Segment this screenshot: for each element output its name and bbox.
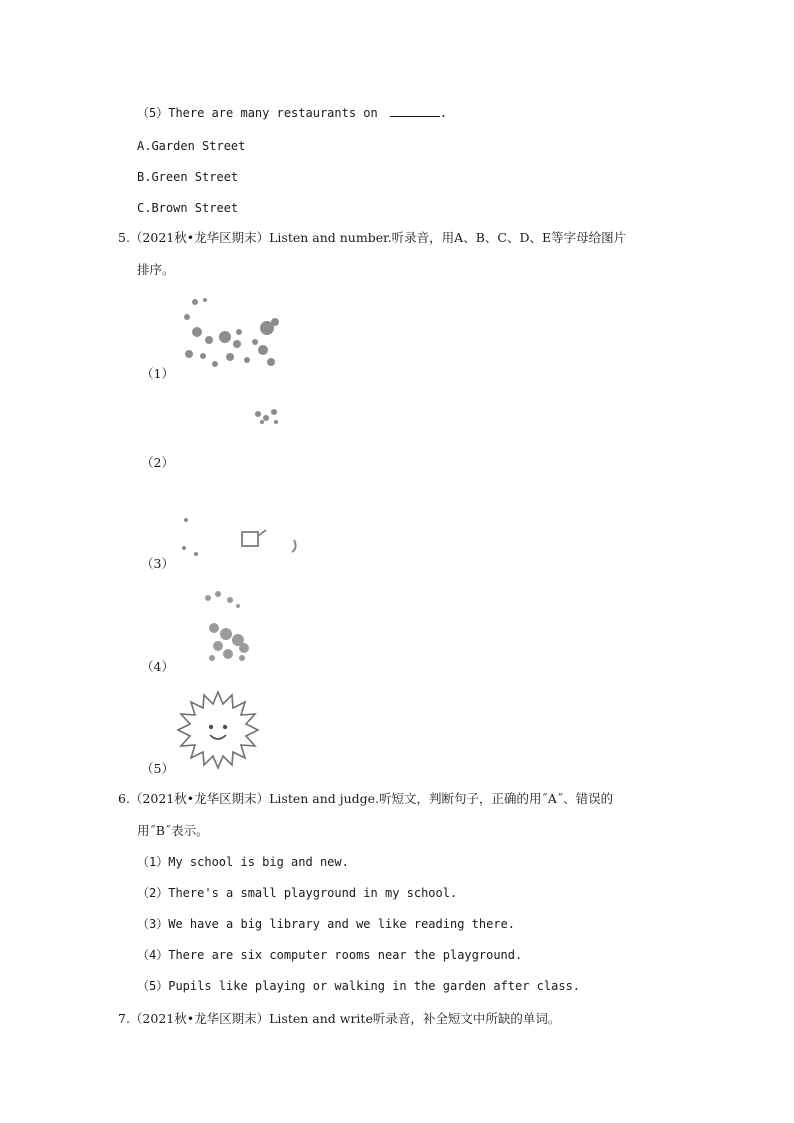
q5-label-1: （1） [141, 366, 174, 381]
q6-item-2: （2）There's a small playground in my school. [137, 886, 458, 900]
q4-option-c: C.Brown Street [137, 201, 239, 215]
q4-option-a: A.Garden Street [137, 139, 246, 153]
q6-item-3: （3）We have a big library and we like reading there. [137, 917, 516, 931]
q5-label-5: （5） [141, 761, 174, 776]
q5-label-3: （3） [141, 556, 174, 571]
q4-option-b: B.Green Street [137, 170, 239, 184]
q5-heading-line2: 排序。 [137, 262, 175, 277]
q5-label-4: （4） [141, 659, 174, 674]
q4-item5-end: . [439, 106, 447, 120]
q6-item-1: （1）My school is big and new. [137, 855, 349, 869]
q5-heading-line1: 5.（2021秋•龙华区期末）Listen and number.听录音，用A、B、C、D、E等字母给图片 [118, 230, 627, 245]
q4-item5-label: （5） [137, 106, 169, 120]
q6-item-4: （4）There are six computer rooms near the playground. [137, 948, 523, 962]
sun-icon [176, 690, 260, 770]
q6-heading-line1: 6.（2021秋•龙华区期末）Listen and judge.听短文，判断句子，正确的用˝A˝、错误的 [118, 791, 614, 806]
q6-heading-line2: 用˝B˝表示。 [137, 823, 209, 838]
q6-item-5: （5）Pupils like playing or walking in the garden after class. [137, 979, 581, 993]
q4-item5 [137, 105, 447, 121]
books-picture [178, 514, 306, 558]
children-picture [175, 292, 287, 374]
small-picture [250, 404, 284, 428]
q4-item5-text: There are many restaurants on [168, 106, 378, 120]
q5-label-2: （2） [141, 455, 174, 470]
answer-blank[interactable] [390, 105, 440, 117]
tree-picture [198, 584, 258, 668]
q7-heading: 7.（2021秋•龙华区期末）Listen and write听录音，补全短文中所缺的单词。 [118, 1011, 561, 1026]
